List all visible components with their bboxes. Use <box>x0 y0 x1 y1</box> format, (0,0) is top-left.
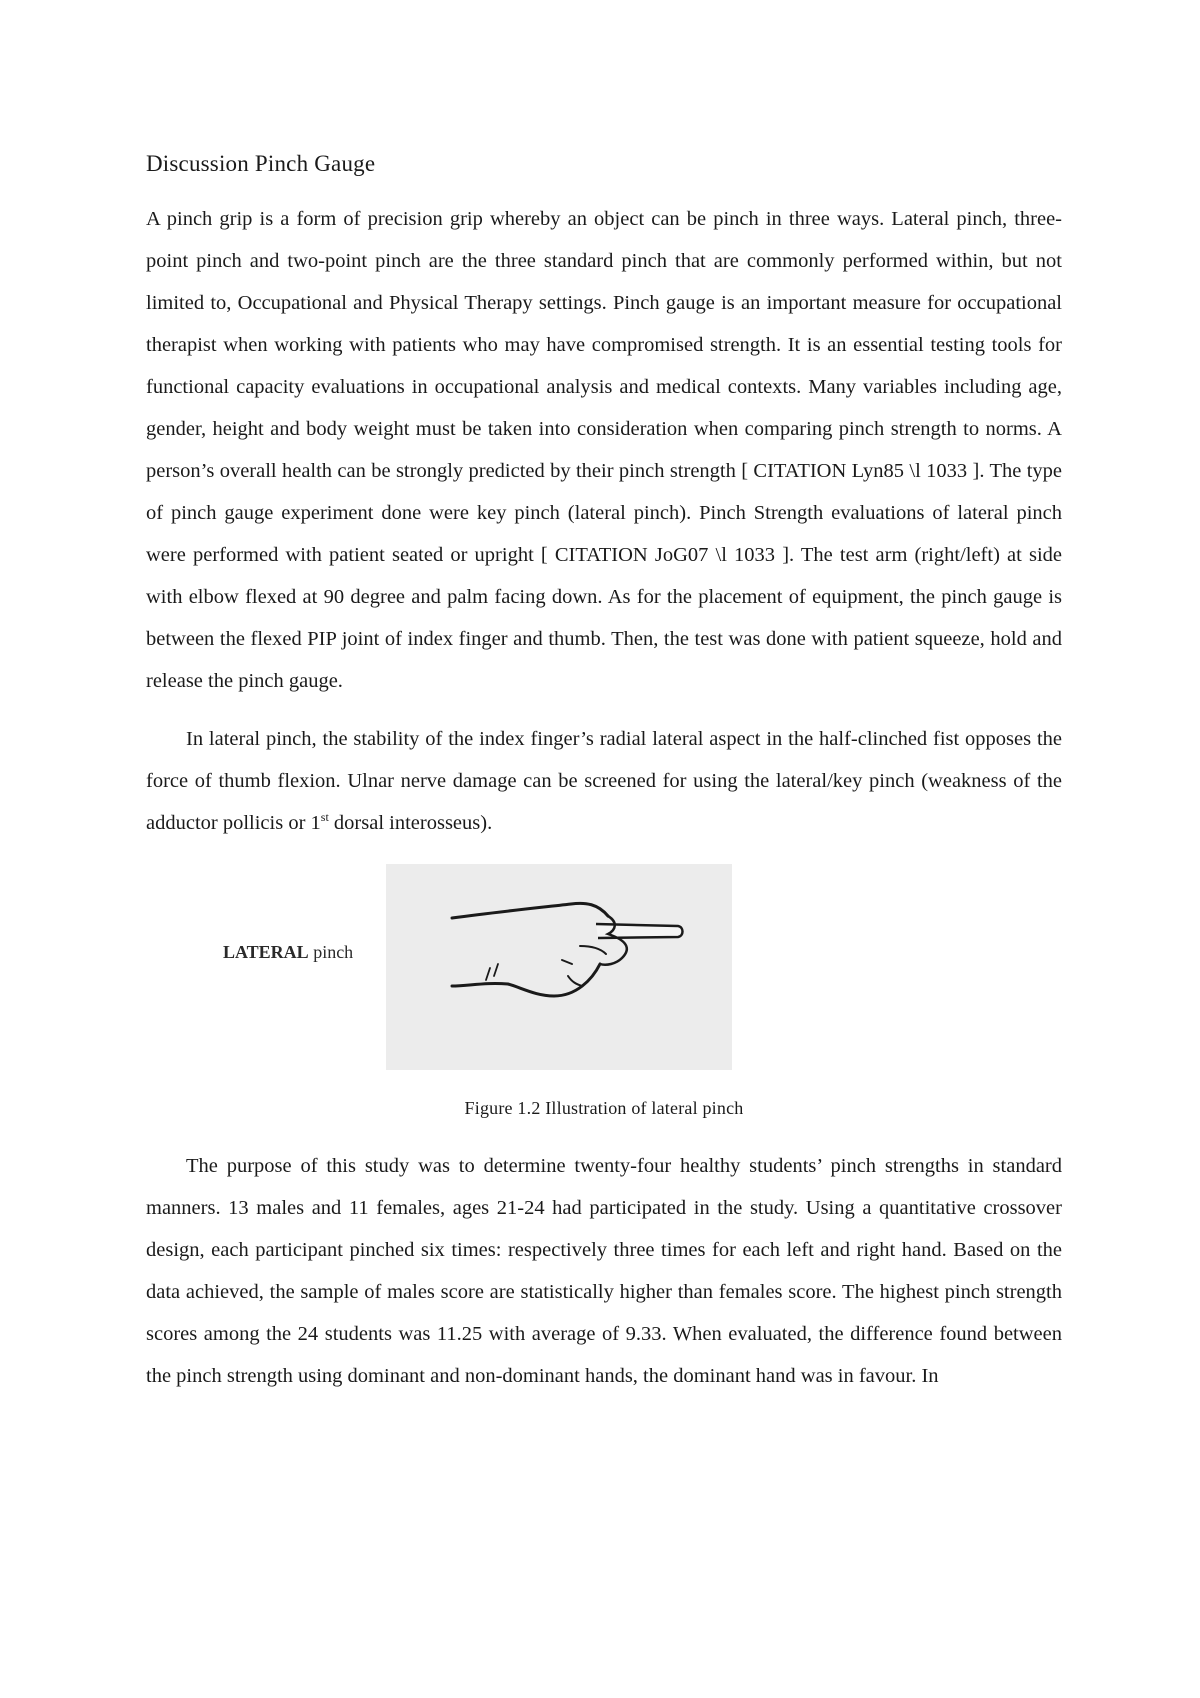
ordinal-superscript: st <box>320 810 329 825</box>
section-heading: Discussion Pinch Gauge <box>146 151 376 176</box>
document-body <box>146 148 1062 1397</box>
figure-label <box>223 942 353 963</box>
paragraph-lateral-pinch-text: In lateral pinch, the stability of the index finger’s radial lateral aspect in the half-clinched fist opposes the force of thumb flexion. Ulnar nerve damage can be screened for using the lateral/key pinch (weakness of the adductor pollicis or 1 <box>146 728 1062 834</box>
lateral-pinch-illustration <box>386 864 732 1070</box>
figure-lateral-pinch <box>146 864 1062 1079</box>
paragraph-lateral-pinch-tail: dorsal interosseus). <box>328 812 493 834</box>
paragraph-gap <box>146 702 1062 718</box>
paragraph-intro: A pinch grip is a form of precision grip whereby an object can be pinch in three ways. Lateral pinch, three-point pinch and two-point pinch are the three standard pinch that are commonly performed within, but not limited to, Occupational and Physical Therapy settings. Pinch gauge is an important measure for occupational therapist when working with patients who may have compromised strength. It is an essential testing tools for functional capacity evaluations in occupational analysis and medical contexts. Many variables including age, gender, height and body weight must be taken into consideration when comparing pinch strength to norms. A person’s overall health can be strongly predicted by their pinch strength [ CITATION Lyn85 \l 1033 ]. The type of pinch gauge experiment done were key pinch (lateral pinch). Pinch Strength evaluations of lateral pinch were performed with patient seated or upright [ CITATION JoG07 \l 1033 ]. The test arm (right/left) at side with elbow flexed at 90 degree and palm facing down. As for the placement of equipment, the pinch gauge is between the flexed PIP joint of index finger and thumb. Then, the test was done with patient squeeze, hold and release the pinch gauge. <box>146 208 1062 692</box>
figure-label-bold: LATERAL <box>223 942 309 962</box>
paragraph-study-purpose: The purpose of this study was to determine twenty-four healthy students’ pinch strengths in standard manners. 13 males and 11 females, ages 21-24 had participated in the study. Using a quantitative crossover design, each participant pinched six times: respectively three times for each left and right hand. Based on the data achieved, the sample of males score are statistically higher than females score. The highest pinch strength scores among the 24 students was 11.25 with average of 9.33. When evaluated, the difference found between the pinch strength using dominant and non-dominant hands, the dominant hand was in favour. In <box>146 1155 1062 1387</box>
figure-caption: Figure 1.2 Illustration of lateral pinch <box>464 1098 744 1118</box>
hand-pinch-drawing <box>386 864 732 1070</box>
figure-label-rest: pinch <box>308 942 354 962</box>
paragraph-lateral-pinch <box>146 718 1062 844</box>
